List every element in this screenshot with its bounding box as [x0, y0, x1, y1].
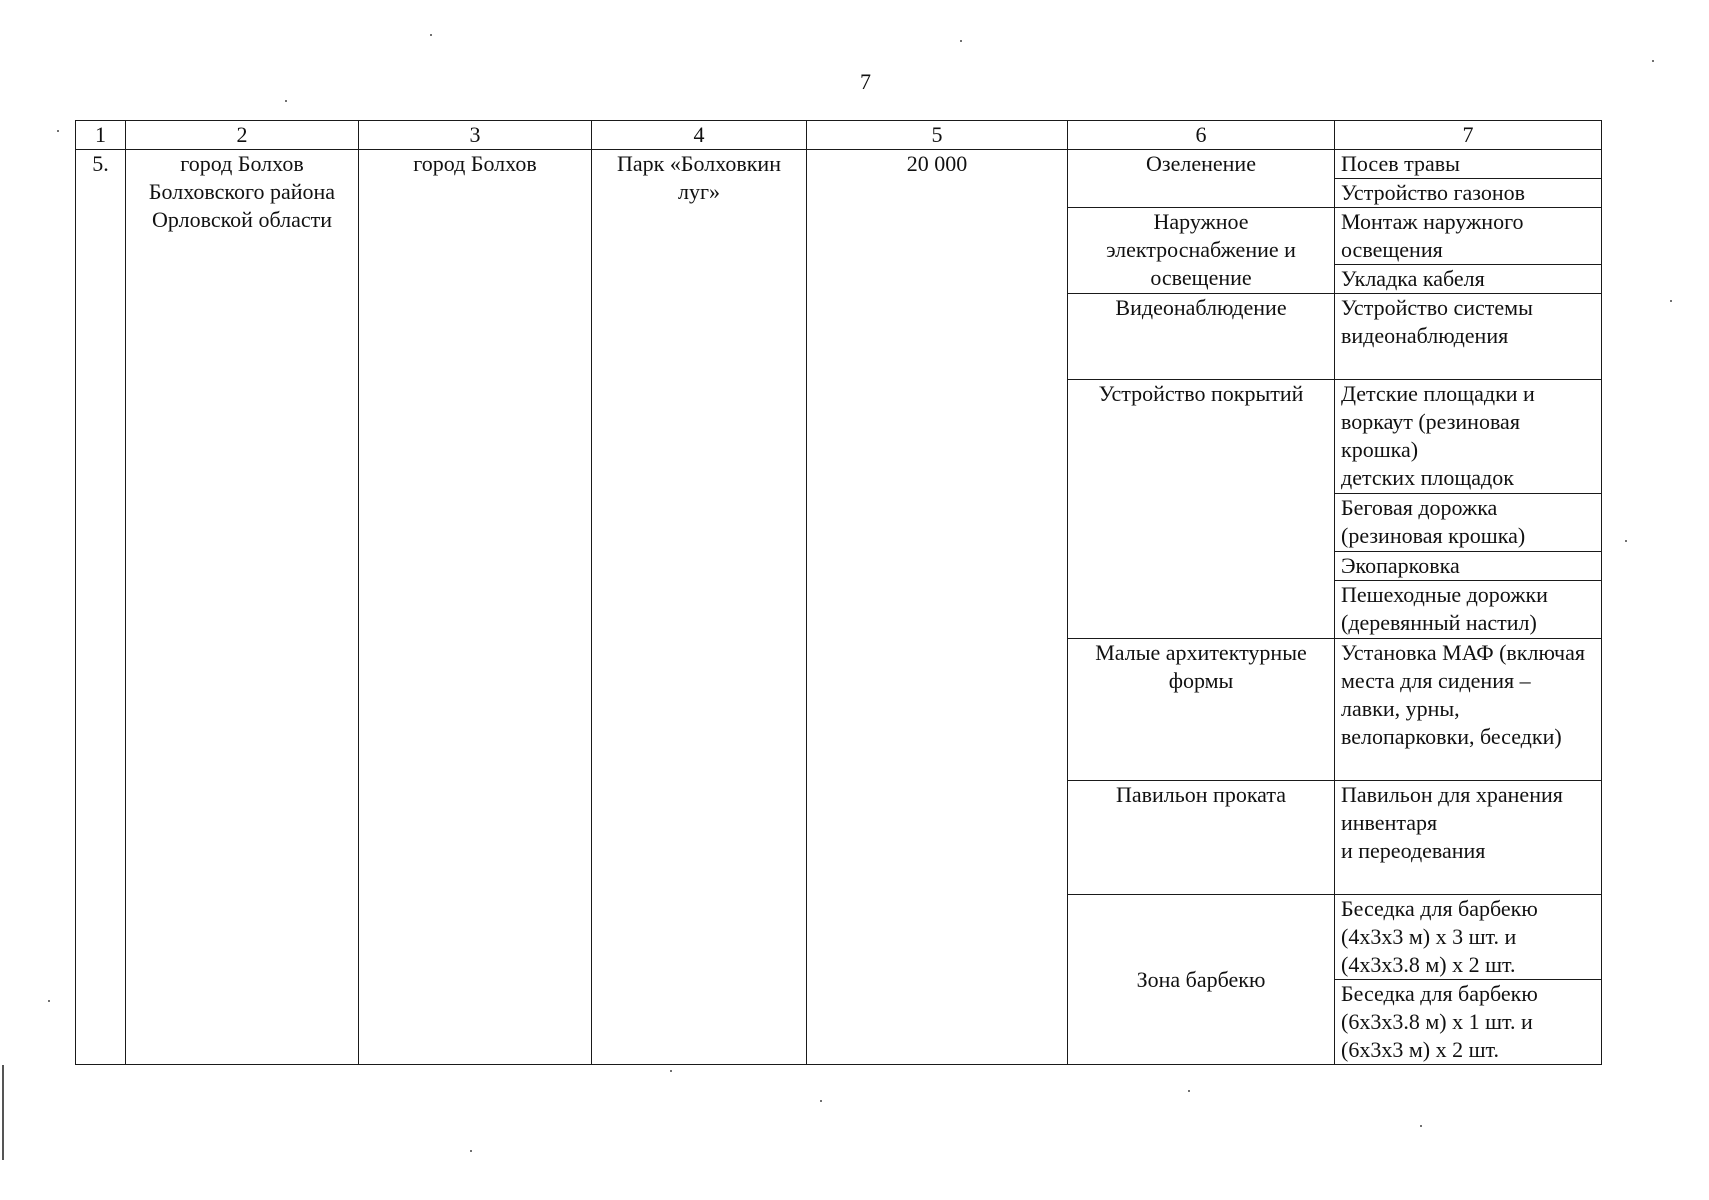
scan-speck [1188, 1090, 1190, 1092]
work-item-cell: Экопарковка [1335, 552, 1602, 581]
header-cell-3: 3 [359, 121, 592, 150]
work-item: Беседка для барбекю (6х3х3.8 м) х 1 шт. и (6х3х3 м) х 2 шт. [1341, 981, 1538, 1062]
category-cell: Зона барбекю [1068, 895, 1335, 1065]
object-cell: Парк «Болховкин луг» [592, 150, 807, 1065]
scan-speck [48, 1000, 50, 1002]
work-item-cell: Устройство газонов [1335, 179, 1602, 208]
settlement-cell: город Болхов [359, 150, 592, 1065]
header-cell-7: 7 [1335, 121, 1602, 150]
scan-speck [670, 1070, 672, 1072]
work-item-cell: Пешеходные дорожки (деревянный настил) [1335, 581, 1602, 639]
scan-speck [960, 40, 962, 42]
work-item-cell: Посев травы [1335, 150, 1602, 179]
row-number-cell: 5. [76, 150, 126, 1065]
work-item-cell: Беговая дорожка (резиновая крошка) [1335, 494, 1602, 552]
scan-speck [820, 1100, 822, 1102]
category-cell: Малые архитектурные формы [1068, 639, 1335, 781]
amount-cell: 20 000 [807, 150, 1068, 1065]
header-cell-1: 1 [76, 121, 126, 150]
scan-speck [430, 34, 432, 36]
bbq-items-cell [1335, 895, 1602, 1065]
table-header-row [76, 121, 1602, 150]
header-cell-4: 4 [592, 121, 807, 150]
scan-speck [1420, 1125, 1422, 1127]
scan-speck [285, 100, 287, 102]
work-item-cell: Устройство системы видеонаблюдения [1335, 294, 1602, 380]
scan-edge-line [2, 1065, 4, 1160]
scan-speck [1652, 60, 1654, 62]
page-number: 7 [860, 69, 871, 94]
work-item-cell: Детские площадки и воркаут (резиновая крошка) детских площадок [1335, 380, 1602, 494]
work-item-cell: Установка МАФ (включая места для сидения – лавки, урны, велопарковки, беседки) [1335, 639, 1602, 781]
category-cell: Наружное электроснабжение и освещение [1068, 208, 1335, 294]
work-item: Беседка для барбекю (4х3х3 м) х 3 шт. и (4х3х3.8 м) х 2 шт. [1335, 895, 1601, 980]
category-cell: Видеонаблюдение [1068, 294, 1335, 380]
scan-speck [57, 130, 59, 132]
header-cell-5: 5 [807, 121, 1068, 150]
work-item-cell: Укладка кабеля [1335, 265, 1602, 294]
header-cell-2: 2 [126, 121, 359, 150]
scan-speck [1670, 300, 1672, 302]
category-cell: Павильон проката [1068, 781, 1335, 895]
category-cell: Озеленение [1068, 150, 1335, 208]
table-row [76, 150, 1602, 179]
scan-speck [470, 1150, 472, 1152]
works-table [75, 120, 1602, 1065]
category-cell: Устройство покрытий [1068, 380, 1335, 639]
work-item-cell: Монтаж наружного освещения [1335, 208, 1602, 265]
work-item-cell: Павильон для хранения инвентаря и переодевания [1335, 781, 1602, 895]
header-cell-6: 6 [1068, 121, 1335, 150]
scan-speck [1625, 540, 1627, 542]
region-cell: город Болхов Болховского района Орловской области [126, 150, 359, 1065]
